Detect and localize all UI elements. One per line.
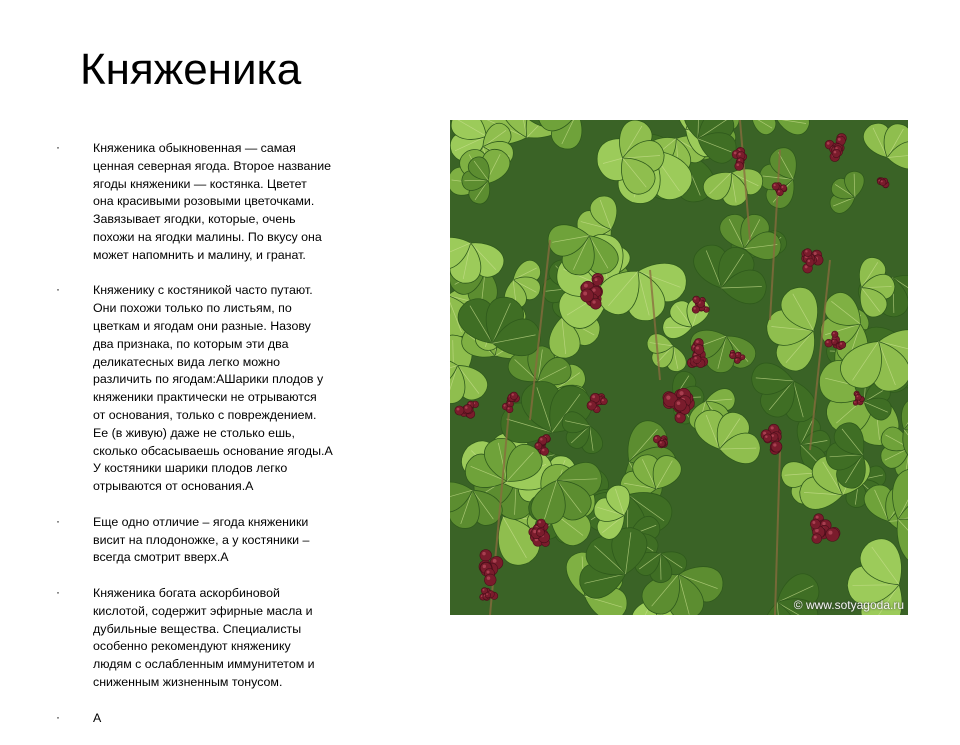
bullet-marker: · (56, 709, 60, 727)
bullet-item (56, 585, 366, 692)
bullet-list (56, 140, 366, 745)
bullet-text: Княженика обыкновенная — самая ценная северная ягода. Второе название ягоды княженики — костянка. Цветет она красивыми розовыми цветочками. Завязывает ягодки, которые, очень похожи на ягодки малины. По вкусу она может напомнить и малину, и гранат. (93, 140, 366, 265)
slide-title: Княженика (80, 42, 301, 98)
cloudberry-plant-photo (450, 120, 908, 615)
bullet-text: Княженика богата аскорбиновой кислотой, содержит эфирные масла и дубильные вещества. Специалисты особенно рекомендуют княженику людям с ослабленным иммунитетом и сниженным жизненным тонусом. (93, 585, 366, 692)
bullet-marker: · (56, 281, 60, 299)
bullet-text: А (93, 710, 366, 728)
bullet-item (56, 140, 366, 265)
plant-illustration (450, 120, 908, 615)
bullet-item (56, 710, 366, 728)
bullet-text: Еще одно отличие – ягода княженики висит на плодоножке, а у костяники – всегда смотрит вверх.А (93, 514, 366, 567)
bullet-marker: · (56, 139, 60, 157)
bullet-item (56, 514, 366, 567)
bullet-item (56, 282, 366, 496)
bullet-text: Княженику с костяникой часто путают. Они похожи только по листьям, по цветкам и ягодам они разные. Назову два признака, по которым эти два деликатесных вида легко можно различить по ягодам:АШарики плодов у княженики практически не отрываются от основания, только с повреждением. Ее (в живую) даже не столько ешь, сколько обсасываешь основание ягоды.А У костяники шарики плодов легко отрываются от основания.А (93, 282, 366, 496)
bullet-marker: · (56, 513, 60, 531)
bullet-marker: · (56, 584, 60, 602)
photo-watermark: © www.sotyagoda.ru (794, 598, 904, 612)
